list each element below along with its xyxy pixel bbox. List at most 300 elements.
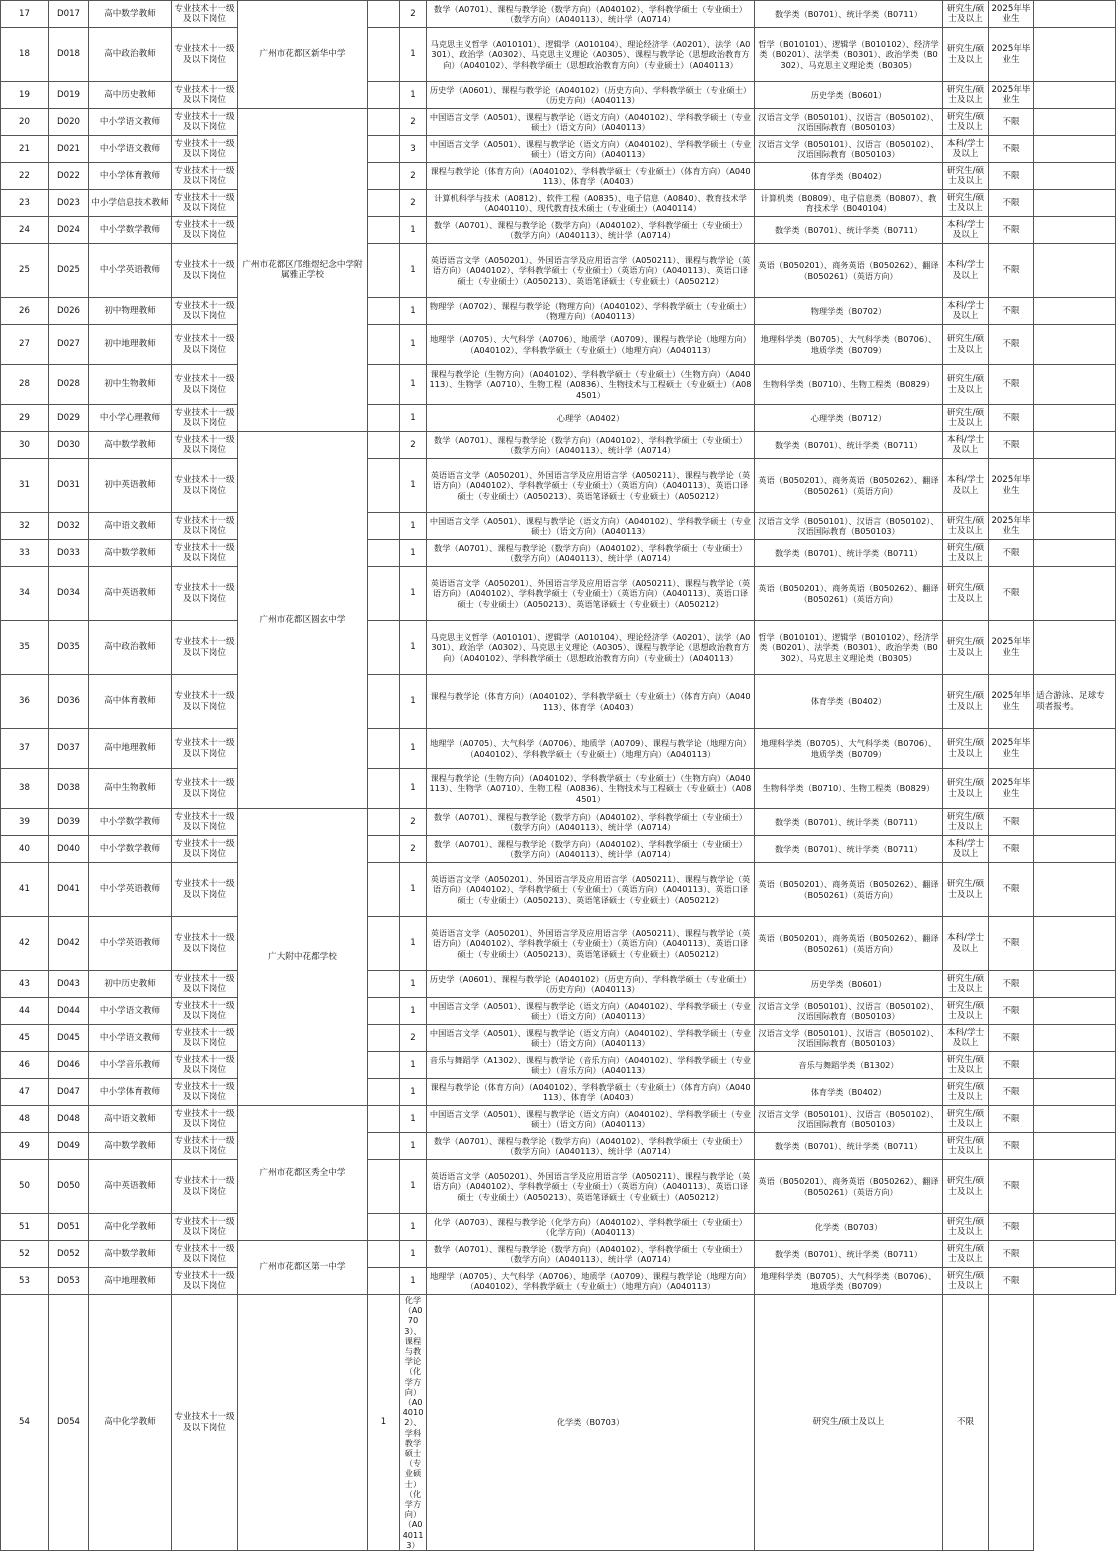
- row-seq-cell: 18: [1, 28, 49, 82]
- graduate-major-cell: 课程与教学论（体育方向）（A040102）、学科教学硕士（专业硕士）（体育方向）（A040113）、体育学（A0403）: [427, 163, 755, 190]
- post-level-cell: 专业技术十一级及以下岗位: [172, 809, 238, 836]
- graduate-major-cell: 计算机科学与技术（A0812）、软件工程（A0835）、电子信息（A0840）、教育技术学（A040110）、现代教育技术硕士（专业硕士）（A040114）: [427, 190, 755, 217]
- graduate-major-cell: 中国语言文学（A0501）、课程与教学论（语文方向）（A040102）、学科教学硕士（专业硕士）（语文方向）（A040113）: [427, 136, 755, 163]
- post-level-cell: 专业技术十一级及以下岗位: [172, 1160, 238, 1214]
- graduate-requirement-cell: 不限: [989, 365, 1034, 405]
- headcount-cell: 1: [400, 729, 427, 769]
- remark-cell: [1034, 621, 1116, 675]
- graduate-requirement-cell: 不限: [989, 325, 1034, 365]
- post-name-cell: 高中语文教师: [89, 1106, 172, 1133]
- post-name-cell: 中小学数学教师: [89, 217, 172, 244]
- undergrad-major-cell: 地理科学类（B0705）、大气科学类（B0706）、地质学类（B0709）: [755, 729, 943, 769]
- blank-cell: [238, 1295, 368, 1551]
- headcount-cell: 1: [400, 365, 427, 405]
- education-cell: 本科/学士及以上: [943, 836, 989, 863]
- post-code-cell: D052: [49, 1241, 89, 1268]
- post-level-cell: 专业技术十一级及以下岗位: [172, 459, 238, 513]
- graduate-major-cell: 音乐与舞蹈学（A1302）、课程与教学论（音乐方向）（A040102）、学科教学硕士（专业硕士）（音乐方向）（A040113）: [427, 1052, 755, 1079]
- post-name-cell: 高中数学教师: [89, 540, 172, 567]
- post-code-cell: D026: [49, 298, 89, 325]
- education-cell: 研究生/硕士及以上: [943, 1241, 989, 1268]
- row-seq-cell: 19: [1, 82, 49, 109]
- row-seq-cell: 46: [1, 1052, 49, 1079]
- undergrad-major-cell: 历史学类（B0601）: [755, 82, 943, 109]
- graduate-major-cell: 化学（A0703）、课程与教学论（化学方向）（A040102）、学科教学硕士（专业硕士）（化学方向）（A040113）: [400, 1295, 427, 1551]
- education-cell: 研究生/硕士及以上: [943, 863, 989, 917]
- remark-cell: [1034, 729, 1116, 769]
- post-level-cell: 专业技术十一级及以下岗位: [172, 365, 238, 405]
- headcount-cell: 1: [400, 1268, 427, 1295]
- blank-cell: [368, 217, 400, 244]
- post-level-cell: 专业技术十一级及以下岗位: [172, 513, 238, 540]
- headcount-cell: 2: [400, 836, 427, 863]
- graduate-major-cell: 心理学（A0402）: [427, 405, 755, 432]
- post-code-cell: D040: [49, 836, 89, 863]
- row-seq-cell: 22: [1, 163, 49, 190]
- row-seq-cell: 50: [1, 1160, 49, 1214]
- graduate-major-cell: 英语语言文学（A050201）、外国语言学及应用语言学（A050211）、课程与教学论（英语方向）（A040102）、学科教学硕士（专业硕士）（英语方向）（A040113）、英语口译硕士（专业硕士）（A050213）、英语笔译硕士（专业硕士）（A050212）: [427, 459, 755, 513]
- headcount-cell: 1: [400, 621, 427, 675]
- graduate-requirement-cell: 不限: [989, 540, 1034, 567]
- education-cell: 研究生/硕士及以上: [943, 1214, 989, 1241]
- table-row: [1, 432, 1116, 459]
- post-level-cell: 专业技术十一级及以下岗位: [172, 729, 238, 769]
- remark-cell: [1034, 567, 1116, 621]
- post-code-cell: D050: [49, 1160, 89, 1214]
- post-level-cell: 专业技术十一级及以下岗位: [172, 244, 238, 298]
- post-code-cell: D017: [49, 1, 89, 28]
- post-code-cell: D030: [49, 432, 89, 459]
- headcount-cell: 1: [400, 917, 427, 971]
- blank-cell: [368, 1133, 400, 1160]
- post-name-cell: 高中英语教师: [89, 567, 172, 621]
- post-name-cell: 高中政治教师: [89, 621, 172, 675]
- headcount-cell: 1: [400, 998, 427, 1025]
- blank-cell: [368, 769, 400, 809]
- headcount-cell: 1: [400, 540, 427, 567]
- post-name-cell: 高中数学教师: [89, 432, 172, 459]
- post-code-cell: D035: [49, 621, 89, 675]
- graduate-major-cell: 英语语言文学（A050201）、外国语言学及应用语言学（A050211）、课程与教学论（英语方向）（A040102）、学科教学硕士（专业硕士）（英语方向）（A040113）、英语口译硕士（专业硕士）（A050213）、英语笔译硕士（专业硕士）（A050212）: [427, 1160, 755, 1214]
- blank-cell: [368, 82, 400, 109]
- education-cell: 研究生/硕士及以上: [943, 1268, 989, 1295]
- table-row: [1, 729, 1116, 769]
- education-cell: 本科/学士及以上: [943, 459, 989, 513]
- post-level-cell: 专业技术十一级及以下岗位: [172, 217, 238, 244]
- row-seq-cell: 36: [1, 675, 49, 729]
- post-level-cell: 专业技术十一级及以下岗位: [172, 298, 238, 325]
- undergrad-major-cell: 计算机类（B0809）、电子信息类（B0807）、教育技术学（B040104）: [755, 190, 943, 217]
- undergrad-major-cell: 汉语言文学（B050101）、汉语言（B050102）、汉语国际教育（B050103）: [755, 1025, 943, 1052]
- row-seq-cell: 54: [1, 1295, 49, 1551]
- graduate-major-cell: 化学（A0703）、课程与教学论（化学方向）（A040102）、学科教学硕士（专业硕士）（化学方向）（A040113）: [427, 1214, 755, 1241]
- table-row: [1, 190, 1116, 217]
- post-level-cell: 专业技术十一级及以下岗位: [172, 836, 238, 863]
- remark-cell: [1034, 836, 1116, 863]
- graduate-major-cell: 历史学（A0601）、课程与教学论（A040102）（历史方向）、学科教学硕士（专业硕士）（历史方向）（A040113）: [427, 82, 755, 109]
- graduate-major-cell: 课程与教学论（体育方向）（A040102）、学科教学硕士（专业硕士）（体育方向）（A040113）、体育学（A0403）: [427, 675, 755, 729]
- undergrad-major-cell: 数学类（B0701）、统计学类（B0711）: [755, 540, 943, 567]
- row-seq-cell: 35: [1, 621, 49, 675]
- headcount-cell: 1: [400, 1214, 427, 1241]
- row-seq-cell: 44: [1, 998, 49, 1025]
- education-cell: 研究生/硕士及以上: [943, 998, 989, 1025]
- table-row: [1, 1133, 1116, 1160]
- post-code-cell: D020: [49, 109, 89, 136]
- remark-cell: [1034, 405, 1116, 432]
- post-name-cell: 初中生物教师: [89, 365, 172, 405]
- post-level-cell: 专业技术十一级及以下岗位: [172, 998, 238, 1025]
- blank-cell: [368, 863, 400, 917]
- row-seq-cell: 33: [1, 540, 49, 567]
- graduate-requirement-cell: 2025年毕业生: [989, 621, 1034, 675]
- table-row: [1, 82, 1116, 109]
- education-cell: 研究生/硕士及以上: [943, 325, 989, 365]
- post-code-cell: D022: [49, 163, 89, 190]
- remark-cell: [1034, 244, 1116, 298]
- post-code-cell: D041: [49, 863, 89, 917]
- table-row: [1, 1268, 1116, 1295]
- post-code-cell: D036: [49, 675, 89, 729]
- undergrad-major-cell: 汉语言文学（B050101）、汉语言（B050102）、汉语国际教育（B050103）: [755, 513, 943, 540]
- education-cell: 研究生/硕士及以上: [943, 729, 989, 769]
- post-name-cell: 高中数学教师: [89, 1133, 172, 1160]
- undergrad-major-cell: 英语（B050201）、商务英语（B050262）、翻译（B050261）（英语方向）: [755, 863, 943, 917]
- table-row: [1, 1214, 1116, 1241]
- remark-cell: [1034, 1241, 1116, 1268]
- graduate-major-cell: 数学（A0701）、课程与教学论（数学方向）（A040102）、学科教学硕士（专业硕士）（数学方向）（A040113）、统计学（A0714）: [427, 217, 755, 244]
- undergrad-major-cell: 物理学类（B0702）: [755, 298, 943, 325]
- headcount-cell: 1: [400, 1052, 427, 1079]
- graduate-major-cell: 中国语言文学（A0501）、课程与教学论（语文方向）（A040102）、学科教学硕士（专业硕士）（语文方向）（A040113）: [427, 998, 755, 1025]
- remark-cell: [1034, 217, 1116, 244]
- graduate-requirement-cell: 不限: [989, 809, 1034, 836]
- graduate-requirement-cell: 不限: [989, 1133, 1034, 1160]
- graduate-requirement-cell: 不限: [989, 217, 1034, 244]
- graduate-major-cell: 课程与教学论（生物方向）（A040102）、学科教学硕士（专业硕士）（生物方向）（A040113）、生物学（A0710）、生物工程（A0836）、生物技术与工程硕士（专业硕士）（A084501）: [427, 769, 755, 809]
- blank-cell: [368, 917, 400, 971]
- remark-cell: [1034, 1268, 1116, 1295]
- graduate-requirement-cell: 不限: [989, 1052, 1034, 1079]
- graduate-requirement-cell: 不限: [943, 1295, 989, 1551]
- blank-cell: [368, 1079, 400, 1106]
- education-cell: 研究生/硕士及以上: [943, 513, 989, 540]
- post-level-cell: 专业技术十一级及以下岗位: [172, 675, 238, 729]
- graduate-requirement-cell: 不限: [989, 1025, 1034, 1052]
- remark-cell: [1034, 325, 1116, 365]
- education-cell: 研究生/硕士及以上: [943, 1052, 989, 1079]
- graduate-major-cell: 马克思主义哲学（A010101）、逻辑学（A010104）、理论经济学（A0201）、法学（A0301）、政治学（A0302）、马克思主义理论（A0305）、课程与教学论（思想政治教育方向）（A040102）、学科教学硕士（思想政治教育方向）（专业硕士）（A040113）: [427, 28, 755, 82]
- table-row: [1, 675, 1116, 729]
- post-level-cell: 专业技术十一级及以下岗位: [172, 1214, 238, 1241]
- blank-cell: [368, 365, 400, 405]
- post-level-cell: 专业技术十一级及以下岗位: [172, 405, 238, 432]
- headcount-cell: 2: [400, 109, 427, 136]
- table-row: [1, 365, 1116, 405]
- table-row: [1, 163, 1116, 190]
- post-name-cell: 中小学数学教师: [89, 809, 172, 836]
- undergrad-major-cell: 汉语言文学（B050101）、汉语言（B050102）、汉语国际教育（B050103）: [755, 136, 943, 163]
- graduate-major-cell: 地理学（A0705）、大气科学（A0706）、地质学（A0709）、课程与教学论（地理方向）（A040102）、学科教学硕士（专业硕士）（地理方向）（A040113）: [427, 325, 755, 365]
- headcount-cell: 1: [400, 1133, 427, 1160]
- undergrad-major-cell: 心理学类（B0712）: [755, 405, 943, 432]
- blank-cell: [368, 621, 400, 675]
- post-level-cell: 专业技术十一级及以下岗位: [172, 1133, 238, 1160]
- undergrad-major-cell: 数学类（B0701）、统计学类（B0711）: [755, 1133, 943, 1160]
- undergrad-major-cell: 英语（B050201）、商务英语（B050262）、翻译（B050261）（英语方向）: [755, 567, 943, 621]
- graduate-major-cell: 数学（A0701）、课程与教学论（数学方向）（A040102）、学科教学硕士（专业硕士）（数学方向）（A040113）、统计学（A0714）: [427, 1133, 755, 1160]
- table-row: [1, 917, 1116, 971]
- post-level-cell: 专业技术十一级及以下岗位: [172, 1079, 238, 1106]
- table-row: [1, 136, 1116, 163]
- table-row: [1, 769, 1116, 809]
- undergrad-major-cell: 数学类（B0701）、统计学类（B0711）: [755, 1, 943, 28]
- remark-cell: [1034, 82, 1116, 109]
- education-cell: 本科/学士及以上: [943, 244, 989, 298]
- table-body: [1, 1, 1116, 1551]
- post-name-cell: 中小学英语教师: [89, 244, 172, 298]
- remark-cell: [1034, 459, 1116, 513]
- post-code-cell: D028: [49, 365, 89, 405]
- remark-cell: [1034, 136, 1116, 163]
- post-name-cell: 高中体育教师: [89, 675, 172, 729]
- undergrad-major-cell: 数学类（B0701）、统计学类（B0711）: [755, 1241, 943, 1268]
- remark-cell: [1034, 998, 1116, 1025]
- headcount-cell: 2: [400, 163, 427, 190]
- remark-cell: [1034, 1025, 1116, 1052]
- graduate-major-cell: 数学（A0701）、课程与教学论（数学方向）（A040102）、学科教学硕士（专业硕士）（数学方向）（A040113）、统计学（A0714）: [427, 1241, 755, 1268]
- blank-cell: [368, 971, 400, 998]
- graduate-major-cell: 历史学（A0601）、课程与教学论（A040102）（历史方向）、学科教学硕士（专业硕士）（历史方向）（A040113）: [427, 971, 755, 998]
- education-cell: 本科/学士及以上: [943, 217, 989, 244]
- blank-cell: [368, 405, 400, 432]
- post-name-cell: 初中历史教师: [89, 971, 172, 998]
- table-row: [1, 459, 1116, 513]
- graduate-requirement-cell: 不限: [989, 405, 1034, 432]
- headcount-cell: 1: [400, 82, 427, 109]
- blank-cell: [368, 190, 400, 217]
- blank-cell: [368, 136, 400, 163]
- post-name-cell: 高中数学教师: [89, 1, 172, 28]
- blank-cell: [368, 432, 400, 459]
- undergrad-major-cell: 历史学类（B0601）: [755, 971, 943, 998]
- school-name-cell: 广州市花都区秀全中学: [238, 1106, 368, 1241]
- graduate-major-cell: 中国语言文学（A0501）、课程与教学论（语文方向）（A040102）、学科教学硕士（专业硕士）（语文方向）（A040113）: [427, 1025, 755, 1052]
- post-level-cell: 专业技术十一级及以下岗位: [172, 971, 238, 998]
- headcount-cell: 1: [400, 1106, 427, 1133]
- post-level-cell: 专业技术十一级及以下岗位: [172, 136, 238, 163]
- post-name-cell: 高中生物教师: [89, 769, 172, 809]
- post-code-cell: D019: [49, 82, 89, 109]
- post-code-cell: D053: [49, 1268, 89, 1295]
- graduate-major-cell: 中国语言文学（A0501）、课程与教学论（语文方向）（A040102）、学科教学硕士（专业硕士）（语文方向）（A040113）: [427, 109, 755, 136]
- school-name-cell: 广州市花都区新华中学: [238, 1, 368, 109]
- table-row: [1, 217, 1116, 244]
- education-cell: 研究生/硕士及以上: [943, 971, 989, 998]
- undergrad-major-cell: 体育学类（B0402）: [755, 1079, 943, 1106]
- post-level-cell: 专业技术十一级及以下岗位: [172, 1241, 238, 1268]
- graduate-requirement-cell: 2025年毕业生: [989, 459, 1034, 513]
- blank-cell: [368, 325, 400, 365]
- headcount-cell: 1: [400, 28, 427, 82]
- blank-cell: [368, 513, 400, 540]
- graduate-major-cell: 地理学（A0705）、大气科学（A0706）、地质学（A0709）、课程与教学论（地理方向）（A040102）、学科教学硕士（专业硕士）（地理方向）（A040113）: [427, 729, 755, 769]
- education-cell: 研究生/硕士及以上: [943, 1160, 989, 1214]
- blank-cell: [368, 28, 400, 82]
- post-name-cell: 中小学语文教师: [89, 109, 172, 136]
- row-seq-cell: 32: [1, 513, 49, 540]
- table-row: [1, 567, 1116, 621]
- headcount-cell: 2: [400, 1, 427, 28]
- remark-cell: [1034, 28, 1116, 82]
- post-level-cell: 专业技术十一级及以下岗位: [172, 109, 238, 136]
- post-level-cell: 专业技术十一级及以下岗位: [172, 1052, 238, 1079]
- post-code-cell: D047: [49, 1079, 89, 1106]
- remark-cell: [1034, 1133, 1116, 1160]
- undergrad-major-cell: 化学类（B0703）: [427, 1295, 755, 1551]
- post-name-cell: 中小学语文教师: [89, 1025, 172, 1052]
- headcount-cell: 1: [400, 325, 427, 365]
- education-cell: 本科/学士及以上: [943, 1025, 989, 1052]
- post-name-cell: 高中数学教师: [89, 1241, 172, 1268]
- post-name-cell: 中小学数学教师: [89, 836, 172, 863]
- school-name-cell: 广州市花都区邝维煜纪念中学附属雅正学校: [238, 109, 368, 432]
- table-row: [1, 1241, 1116, 1268]
- remark-cell: [1034, 298, 1116, 325]
- undergrad-major-cell: 英语（B050201）、商务英语（B050262）、翻译（B050261）（英语方向）: [755, 917, 943, 971]
- post-code-cell: D037: [49, 729, 89, 769]
- table-row: [1, 1106, 1116, 1133]
- graduate-requirement-cell: 不限: [989, 836, 1034, 863]
- undergrad-major-cell: 化学类（B0703）: [755, 1214, 943, 1241]
- graduate-major-cell: 数学（A0701）、课程与教学论（数学方向）（A040102）、学科教学硕士（专业硕士）（数学方向）（A040113）、统计学（A0714）: [427, 540, 755, 567]
- headcount-cell: 1: [400, 459, 427, 513]
- row-seq-cell: 27: [1, 325, 49, 365]
- headcount-cell: 1: [400, 675, 427, 729]
- graduate-major-cell: 马克思主义哲学（A010101）、逻辑学（A010104）、理论经济学（A0201）、法学（A0301）、政治学（A0302）、马克思主义理论（A0305）、课程与教学论（思想政治教育方向）（A040102）、学科教学硕士（思想政治教育方向）（专业硕士）（A040113）: [427, 621, 755, 675]
- headcount-cell: 2: [400, 432, 427, 459]
- remark-cell: [1034, 365, 1116, 405]
- graduate-major-cell: 中国语言文学（A0501）、课程与教学论（语文方向）（A040102）、学科教学硕士（专业硕士）（语文方向）（A040113）: [427, 1106, 755, 1133]
- blank-cell: [368, 809, 400, 836]
- row-seq-cell: 47: [1, 1079, 49, 1106]
- undergrad-major-cell: 数学类（B0701）、统计学类（B0711）: [755, 809, 943, 836]
- row-seq-cell: 38: [1, 769, 49, 809]
- remark-cell: [1034, 769, 1116, 809]
- graduate-major-cell: 地理学（A0705）、大气科学（A0706）、地质学（A0709）、课程与教学论（地理方向）（A040102）、学科教学硕士（专业硕士）（地理方向）（A040113）: [427, 1268, 755, 1295]
- post-name-cell: 高中政治教师: [89, 28, 172, 82]
- table-row: [1, 1079, 1116, 1106]
- row-seq-cell: 51: [1, 1214, 49, 1241]
- post-code-cell: D029: [49, 405, 89, 432]
- row-seq-cell: 53: [1, 1268, 49, 1295]
- graduate-requirement-cell: 不限: [989, 567, 1034, 621]
- graduate-requirement-cell: 不限: [989, 109, 1034, 136]
- row-seq-cell: 24: [1, 217, 49, 244]
- graduate-major-cell: 英语语言文学（A050201）、外国语言学及应用语言学（A050211）、课程与教学论（英语方向）（A040102）、学科教学硕士（专业硕士）（英语方向）（A040113）、英语口译硕士（专业硕士）（A050213）、英语笔译硕士（专业硕士）（A050212）: [427, 567, 755, 621]
- post-name-cell: 高中化学教师: [89, 1214, 172, 1241]
- post-code-cell: D045: [49, 1025, 89, 1052]
- graduate-requirement-cell: 不限: [989, 1268, 1034, 1295]
- post-name-cell: 高中化学教师: [89, 1295, 172, 1551]
- remark-cell: [1034, 1, 1116, 28]
- graduate-requirement-cell: 不限: [989, 1214, 1034, 1241]
- undergrad-major-cell: 英语（B050201）、商务英语（B050262）、翻译（B050261）（英语方向）: [755, 459, 943, 513]
- table-row: [1, 298, 1116, 325]
- education-cell: 本科/学士及以上: [943, 432, 989, 459]
- education-cell: 研究生/硕士及以上: [943, 28, 989, 82]
- post-name-cell: 初中地理教师: [89, 325, 172, 365]
- remark-cell: [1034, 1214, 1116, 1241]
- blank-cell: [368, 1268, 400, 1295]
- row-seq-cell: 52: [1, 1241, 49, 1268]
- row-seq-cell: 39: [1, 809, 49, 836]
- post-code-cell: D044: [49, 998, 89, 1025]
- row-seq-cell: 30: [1, 432, 49, 459]
- remark-cell: [1034, 863, 1116, 917]
- education-cell: 研究生/硕士及以上: [943, 1, 989, 28]
- table-row: [1, 1, 1116, 28]
- undergrad-major-cell: 哲学（B010101）、逻辑学（B010102）、经济学类（B0201）、法学类（B0301）、政治学类（B0302）、马克思主义理论类（B0305）: [755, 28, 943, 82]
- table-row: [1, 1052, 1116, 1079]
- education-cell: 研究生/硕士及以上: [943, 769, 989, 809]
- blank-cell: [368, 1241, 400, 1268]
- table-row: [1, 1160, 1116, 1214]
- post-name-cell: 初中物理教师: [89, 298, 172, 325]
- graduate-requirement-cell: 不限: [989, 1160, 1034, 1214]
- post-code-cell: D039: [49, 809, 89, 836]
- post-level-cell: 专业技术十一级及以下岗位: [172, 1, 238, 28]
- post-name-cell: 高中语文教师: [89, 513, 172, 540]
- remark-cell: [1034, 809, 1116, 836]
- blank-cell: [368, 1025, 400, 1052]
- blank-cell: [368, 998, 400, 1025]
- post-code-cell: D018: [49, 28, 89, 82]
- graduate-major-cell: 数学（A0701）、课程与教学论（数学方向）（A040102）、学科教学硕士（专业硕士）（数学方向）（A040113）、统计学（A0714）: [427, 836, 755, 863]
- graduate-major-cell: 中国语言文学（A0501）、课程与教学论（语文方向）（A040102）、学科教学硕士（专业硕士）（语文方向）（A040113）: [427, 513, 755, 540]
- graduate-major-cell: 数学（A0701）、课程与教学论（数学方向）（A040102）、学科教学硕士（专业硕士）（数学方向）（A040113）、统计学（A0714）: [427, 809, 755, 836]
- table-row: [1, 28, 1116, 82]
- education-cell: 研究生/硕士及以上: [943, 621, 989, 675]
- graduate-requirement-cell: 2025年毕业生: [989, 1, 1034, 28]
- education-cell: 研究生/硕士及以上: [943, 567, 989, 621]
- graduate-requirement-cell: 不限: [989, 1106, 1034, 1133]
- headcount-cell: 2: [400, 190, 427, 217]
- graduate-requirement-cell: 不限: [989, 998, 1034, 1025]
- graduate-requirement-cell: 不限: [989, 1241, 1034, 1268]
- graduate-requirement-cell: 2025年毕业生: [989, 729, 1034, 769]
- undergrad-major-cell: 生物科学类（B0710）、生物工程类（B0829）: [755, 365, 943, 405]
- post-level-cell: 专业技术十一级及以下岗位: [172, 325, 238, 365]
- headcount-cell: 2: [400, 809, 427, 836]
- post-code-cell: D032: [49, 513, 89, 540]
- post-name-cell: 中小学信息技术教师: [89, 190, 172, 217]
- headcount-cell: 1: [400, 971, 427, 998]
- headcount-cell: 1: [400, 1160, 427, 1214]
- education-cell: 研究生/硕士及以上: [943, 365, 989, 405]
- graduate-requirement-cell: 2025年毕业生: [989, 82, 1034, 109]
- table-row: [1, 621, 1116, 675]
- post-level-cell: 专业技术十一级及以下岗位: [172, 769, 238, 809]
- table-row: [1, 405, 1116, 432]
- table-row: [1, 513, 1116, 540]
- row-seq-cell: 43: [1, 971, 49, 998]
- row-seq-cell: 25: [1, 244, 49, 298]
- graduate-requirement-cell: 不限: [989, 244, 1034, 298]
- graduate-requirement-cell: 不限: [989, 432, 1034, 459]
- headcount-cell: 1: [400, 1241, 427, 1268]
- headcount-cell: 1: [400, 244, 427, 298]
